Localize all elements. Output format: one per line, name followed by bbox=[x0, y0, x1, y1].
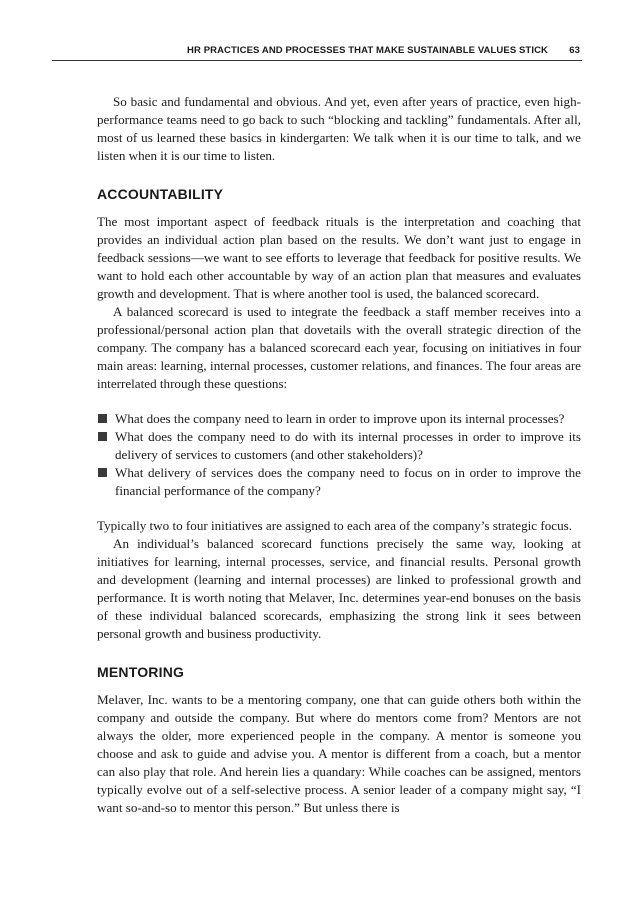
spacer bbox=[97, 203, 581, 213]
square-bullet-icon bbox=[98, 468, 107, 477]
square-bullet-icon bbox=[98, 414, 107, 423]
running-title: HR PRACTICES AND PROCESSES THAT MAKE SUSTAINABLE VALUES STICK bbox=[187, 45, 548, 56]
square-bullet-icon bbox=[98, 432, 107, 441]
accountability-paragraph-2: A balanced scorecard is used to integrate the feedback a staff member receives into a professional/personal action plan that dovetails with the overall strategic direction of the company. The company has a balanced scorecard each year, focusing on initiatives in four main areas: learning, internal processes, customer relations, and finances. The four areas are interrelated through these questions: bbox=[97, 304, 581, 391]
question-list bbox=[97, 410, 581, 500]
page-number: 63 bbox=[569, 45, 580, 56]
intro-paragraph: So basic and fundamental and obvious. And yet, even after years of practice, even high-performance teams need to go back to such “blocking and tackling” fundamentals. After all, most of us learned these basics in kindergarten: We talk when it is our time to talk, and we listen when it is our time to listen. bbox=[97, 94, 581, 163]
accountability-paragraph-3: Typically two to four initiatives are assigned to each area of the company’s strategic focus. bbox=[97, 518, 573, 533]
accountability-heading: ACCOUNTABILITY bbox=[97, 186, 224, 202]
body-text bbox=[97, 93, 581, 817]
list-item-text: What does the company need to learn in order to improve upon its internal processes? bbox=[115, 411, 565, 426]
list-item bbox=[97, 464, 581, 500]
accountability-paragraph-1: The most important aspect of feedback rituals is the interpretation and coaching that provides an individual action plan based on the results. We don’t want just to engage in feedback sessions—we want to see efforts to leverage that feedback for positive results. We want to hold each other accountable by way of an action plan that measures and evaluates growth and development. That is where another tool is used, the balanced scorecard. bbox=[97, 214, 581, 301]
list-item-text: What does the company need to do with its internal processes in order to improve its delivery of services to customers (and other stakeholders)? bbox=[115, 429, 581, 462]
spacer bbox=[97, 643, 581, 663]
spacer bbox=[97, 500, 581, 517]
spacer bbox=[97, 681, 581, 691]
accountability-paragraph-4: An individual’s balanced scorecard functions precisely the same way, looking at initiatives for learning, internal processes, service, and financial results. Personal growth and development (learning and internal processes) are linked to professional growth and performance. It is worth noting that Melaver, Inc. determines year-end bonuses on the basis of these individual balanced scorecards, emphasizing the strong link it sees between personal growth and business productivity. bbox=[97, 536, 581, 641]
mentoring-heading: MENTORING bbox=[97, 664, 185, 680]
spacer bbox=[97, 165, 581, 185]
mentoring-paragraph-1: Melaver, Inc. wants to be a mentoring company, one that can guide others both within the company and outside the company. But where do mentors come from? Mentors are not always the older, more experienced people in the company. A mentor is someone you choose and ask to guide and advise you. A mentor is different from a coach, but a mentor can also play that role. And herein lies a quandary: While coaches can be assigned, mentors typically evolve out of a self-selective process. A senior leader of a company might say, “I want so-and-so to mentor this person.” But unless there is bbox=[97, 692, 581, 815]
list-item bbox=[97, 410, 581, 428]
running-head bbox=[52, 40, 582, 61]
list-item bbox=[97, 428, 581, 464]
list-item-text: What delivery of services does the company need to focus on in order to improve the financial performance of the company? bbox=[115, 465, 581, 498]
spacer bbox=[97, 393, 581, 410]
